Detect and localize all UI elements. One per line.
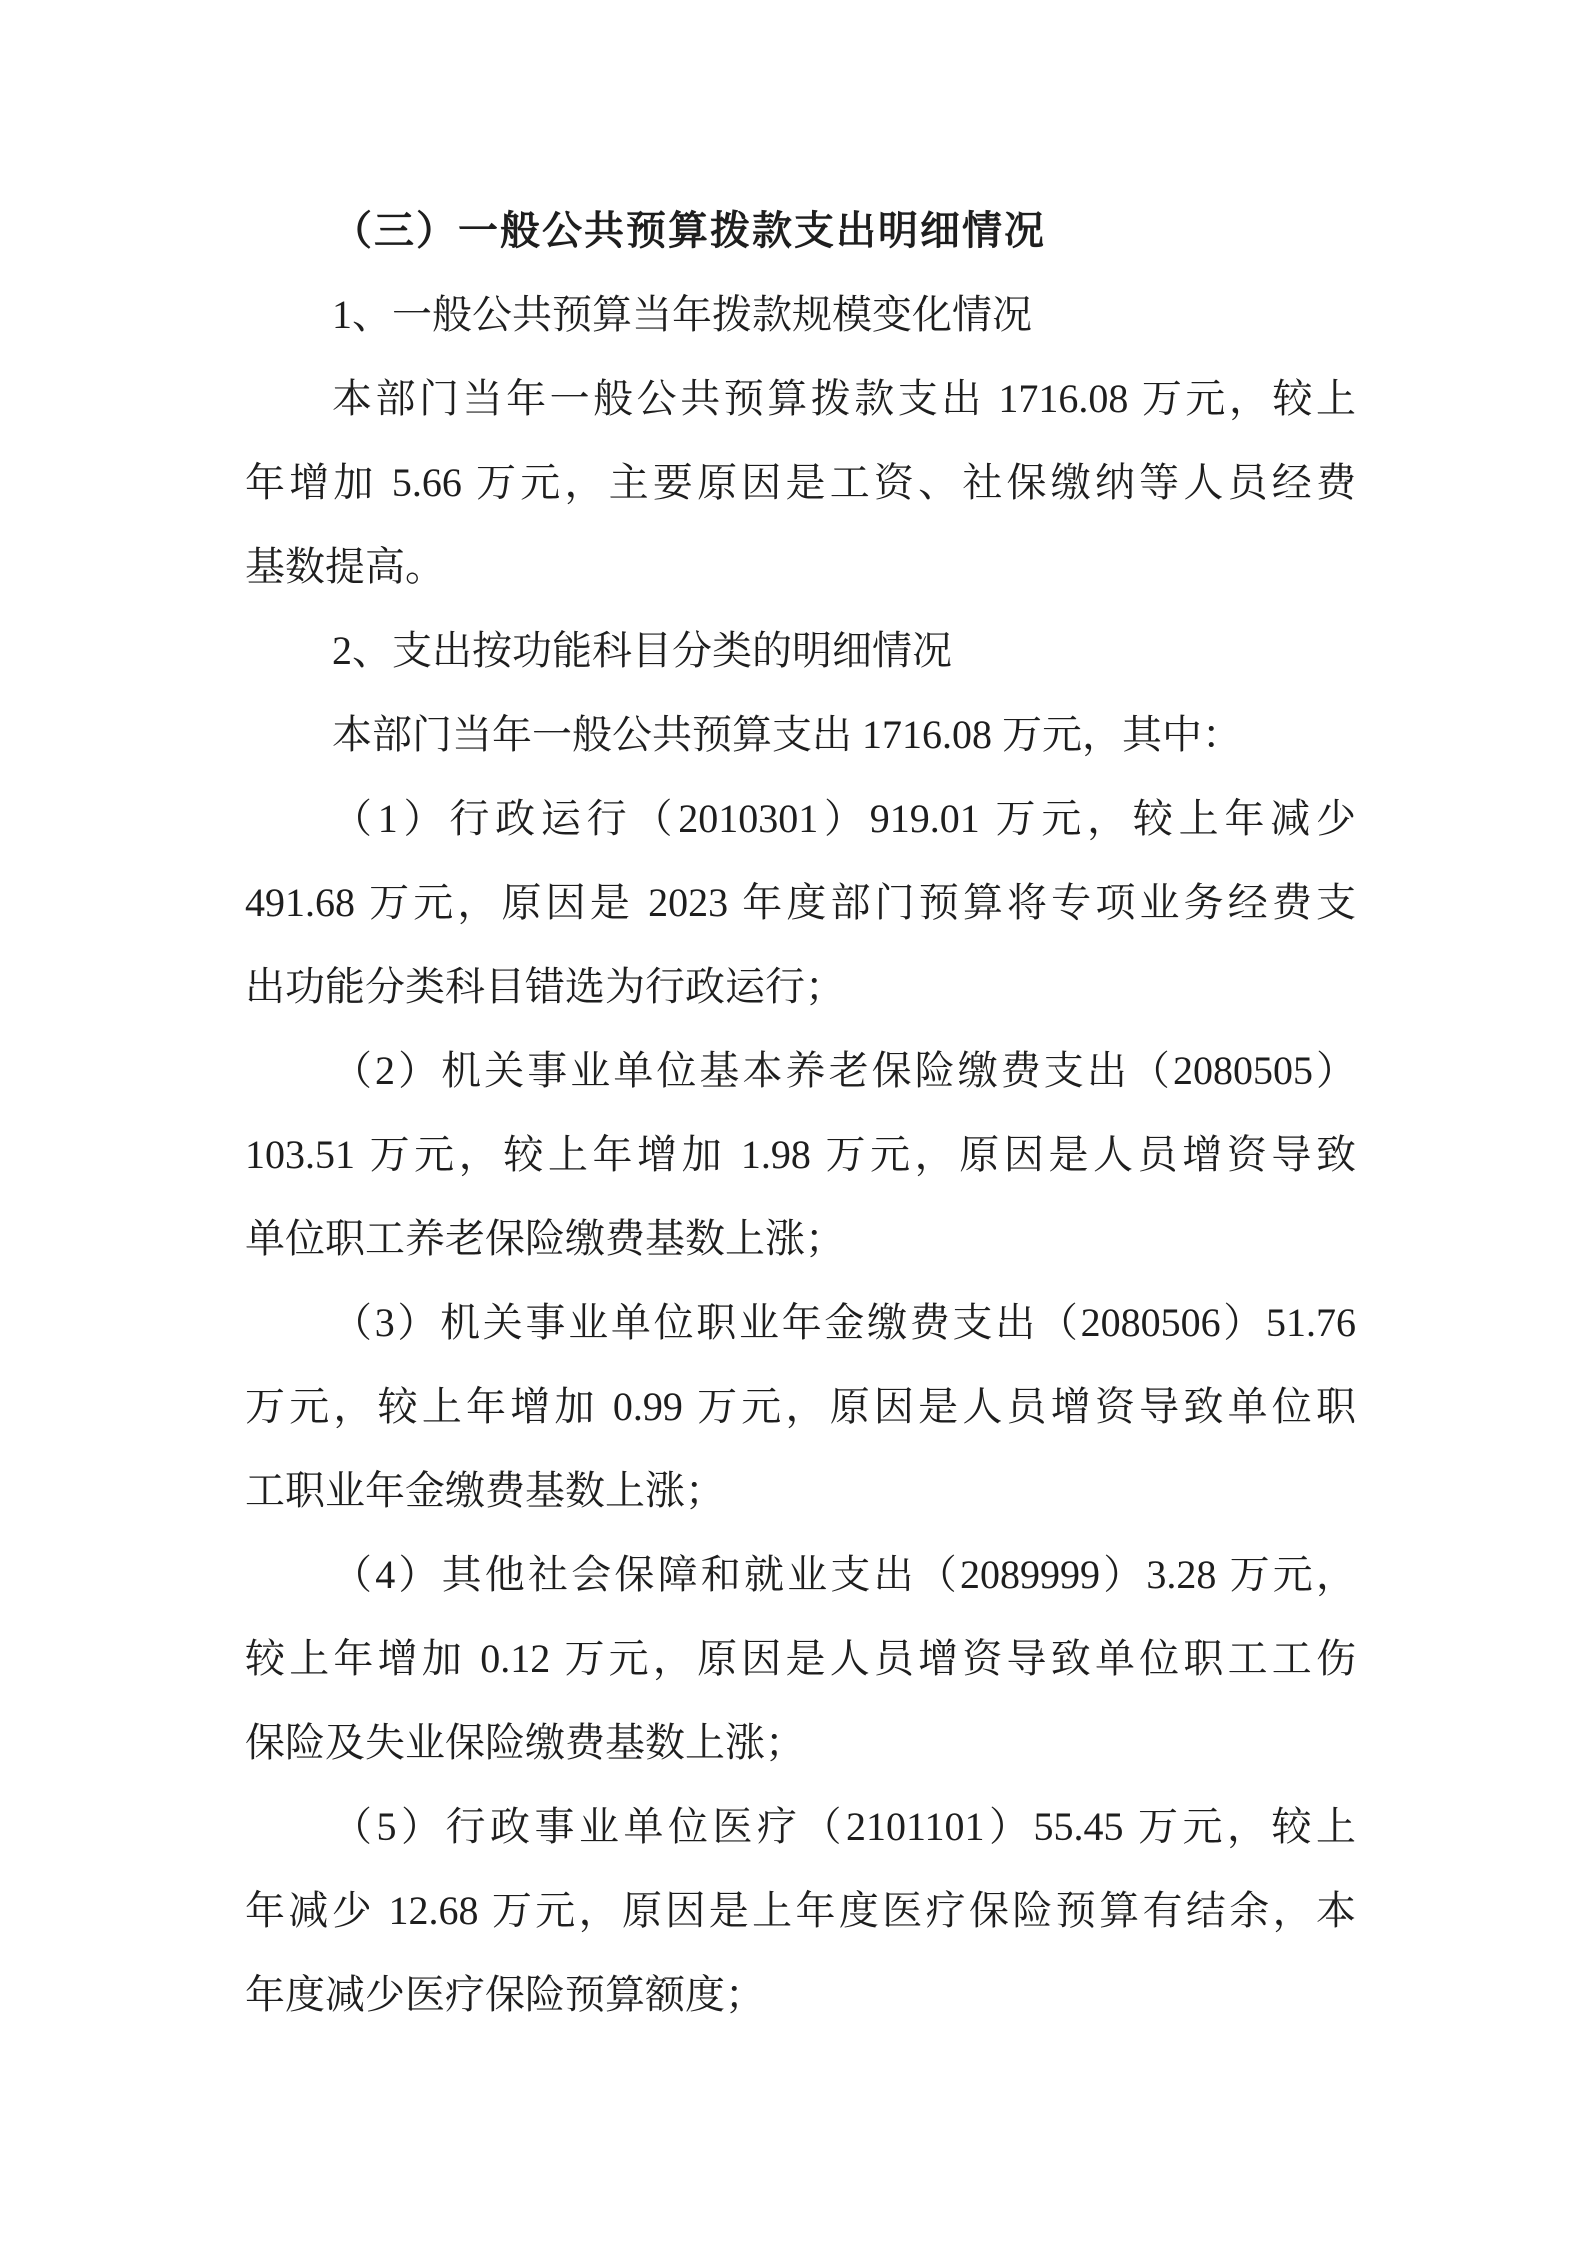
subsection-title: 2、支出按功能科目分类的明细情况: [332, 628, 952, 673]
paragraph-line: 本部门当年一般公共预算支出 1716.08 万元，其中：: [332, 712, 1242, 757]
list-item-line: 较上年增加 0.12 万元，原因是人员增资导致单位职工工伤: [245, 1636, 1356, 1681]
list-item-line: （5）行政事业单位医疗（2101101）55.45 万元，较上: [332, 1804, 1356, 1849]
paragraph-line: 基数提高。: [245, 544, 445, 589]
list-item-line: （2）机关事业单位基本养老保险缴费支出（2080505）: [332, 1048, 1356, 1093]
list-item-line: 年度减少医疗保险预算额度；: [245, 1972, 765, 2017]
list-item-line: 491.68 万元，原因是 2023 年度部门预算将专项业务经费支: [245, 880, 1356, 925]
list-item-line: （1）行政运行（2010301）919.01 万元，较上年减少: [332, 796, 1356, 841]
document-page: [245, 189, 1356, 2037]
section-1: [245, 273, 1356, 609]
list-item-line: 保险及失业保险缴费基数上涨；: [245, 1720, 805, 1765]
section-heading: （三）一般公共预算拨款支出明细情况: [332, 208, 1046, 253]
list-item-line: （3）机关事业单位职业年金缴费支出（2080506）51.76: [332, 1300, 1356, 1345]
list-item-line: 年减少 12.68 万元，原因是上年度医疗保险预算有结余，本: [245, 1888, 1356, 1933]
list-item: [245, 1785, 1356, 2037]
list-item-line: 103.51 万元，较上年增加 1.98 万元，原因是人员增资导致: [245, 1132, 1356, 1177]
paragraph-line: 本部门当年一般公共预算拨款支出 1716.08 万元，较上: [332, 376, 1356, 421]
subsection-title: 1、一般公共预算当年拨款规模变化情况: [332, 292, 1032, 337]
paragraph: [245, 357, 1356, 609]
list-item: [245, 1029, 1356, 1281]
list-item-line: 工职业年金缴费基数上涨；: [245, 1468, 725, 1513]
paragraph-line: 年增加 5.66 万元，主要原因是工资、社保缴纳等人员经费: [245, 460, 1356, 505]
list-item: [245, 1533, 1356, 1785]
list-item-line: 万元，较上年增加 0.99 万元，原因是人员增资导致单位职: [245, 1384, 1356, 1429]
list-item: [245, 777, 1356, 1029]
list-item-line: 出功能分类科目错选为行政运行；: [245, 964, 845, 1009]
list-item: [245, 1281, 1356, 1533]
section-2: [245, 609, 1356, 2037]
list-item-line: （4）其他社会保障和就业支出（2089999）3.28 万元，: [332, 1552, 1356, 1597]
list-item-line: 单位职工养老保险缴费基数上涨；: [245, 1216, 845, 1261]
